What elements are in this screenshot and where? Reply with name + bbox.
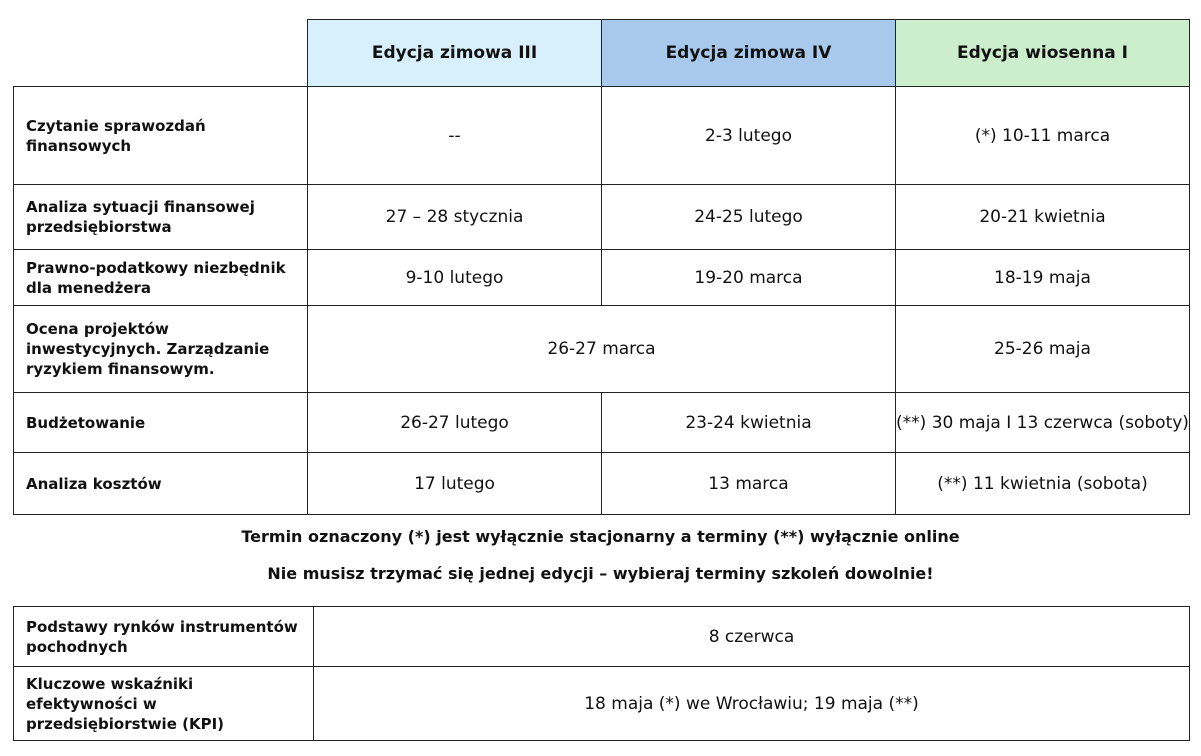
edition-header-spring-1: Edycja wiosenna I [896,20,1190,87]
date-cell: 2-3 lutego [602,87,896,185]
edition-header-winter-4: Edycja zimowa IV [602,20,896,87]
format-note: Termin oznaczony (*) jest wyłącznie stacjonarny a terminy (**) wyłącznie online [241,527,960,546]
schedule-table [13,19,1190,515]
table-row [14,250,1190,306]
edition-note: Nie musisz trzymać się jednej edycji – wybieraj terminy szkoleń dowolnie! [267,564,934,583]
extra-courses-table [13,606,1190,741]
date-cell: 9-10 lutego [308,250,602,306]
header-corner-cell [14,20,308,87]
date-cell: 26-27 lutego [308,393,602,453]
date-cell: 17 lutego [308,453,602,515]
table-row [14,453,1190,515]
table-row [14,393,1190,453]
course-name: Analiza kosztów [14,453,308,515]
course-name: Budżetowanie [14,393,308,453]
date-cell: -- [308,87,602,185]
merged-date-cell: 26-27 marca [308,306,896,393]
date-cell: 13 marca [602,453,896,515]
date-cell: 19-20 marca [602,250,896,306]
course-name: Prawno-podatkowy niezbędnik dla menedżera [14,250,308,306]
date-cell: 18-19 maja [896,250,1190,306]
edition-header-winter-3: Edycja zimowa III [308,20,602,87]
header-row [14,20,1190,87]
course-name: Ocena projektów inwestycyjnych. Zarządzanie ryzykiem finansowym. [14,306,308,393]
table-row [14,306,1190,393]
table-row [14,185,1190,250]
table-row [14,667,1190,741]
table-row [14,87,1190,185]
course-name: Podstawy rynków instrumentów pochodnych [14,607,314,667]
date-cell: 8 czerwca [314,607,1190,667]
course-name: Czytanie sprawozdań finansowych [14,87,308,185]
date-cell: 24-25 lutego [602,185,896,250]
date-cell: (**) 30 maja I 13 czerwca (soboty) [896,393,1190,453]
table-row [14,607,1190,667]
date-cell: 20-21 kwietnia [896,185,1190,250]
date-cell: (*) 10-11 marca [896,87,1190,185]
date-cell: 18 maja (*) we Wrocławiu; 19 maja (**) [314,667,1190,741]
date-cell: 27 – 28 stycznia [308,185,602,250]
date-cell: 23-24 kwietnia [602,393,896,453]
course-name: Kluczowe wskaźniki efektywności w przedsiębiorstwie (KPI) [14,667,314,741]
course-name: Analiza sytuacji finansowej przedsiębiorstwa [14,185,308,250]
date-cell: 25-26 maja [896,306,1190,393]
date-cell: (**) 11 kwietnia (sobota) [896,453,1190,515]
